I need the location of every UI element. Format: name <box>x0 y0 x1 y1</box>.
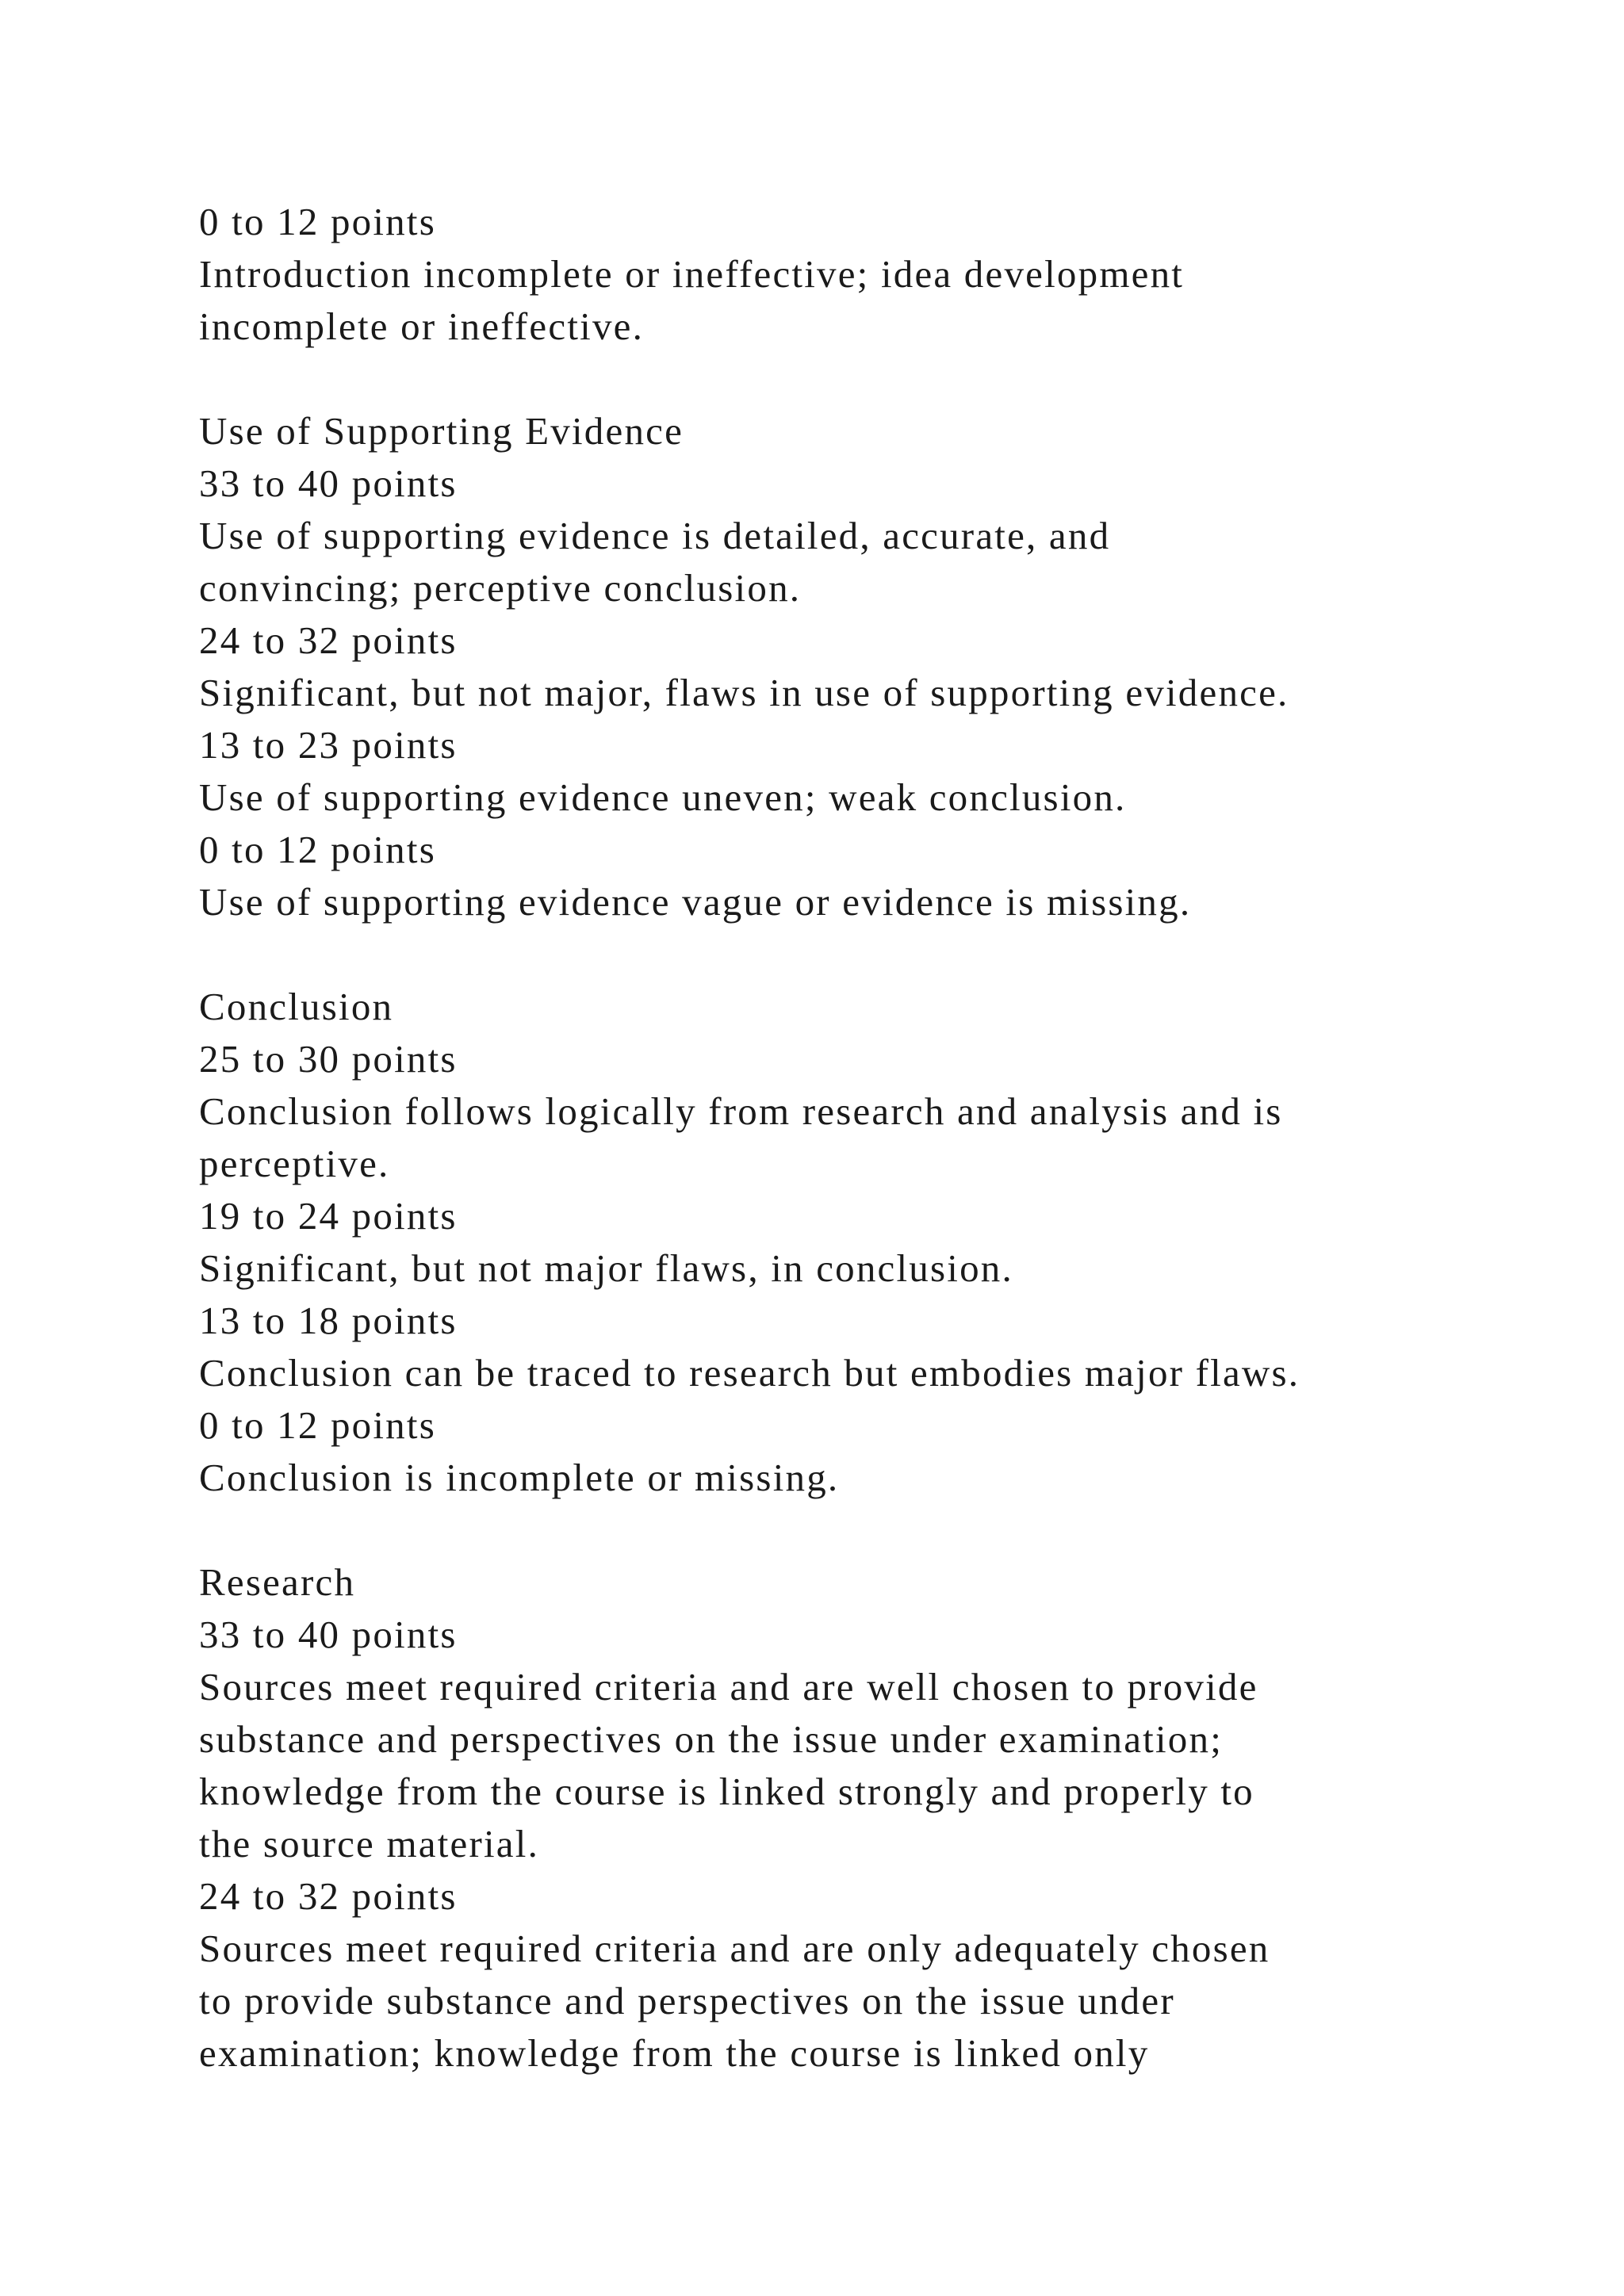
text-line: Sources meet required criteria and are only adequately chosen <box>199 1927 1270 1970</box>
text-line: 33 to 40 points <box>199 461 458 505</box>
text-line: knowledge from the course is linked strongly and properly to <box>199 1770 1254 1813</box>
text-line: 0 to 12 points <box>199 828 436 871</box>
text-line: 13 to 18 points <box>199 1299 458 1342</box>
text-line: Introduction incomplete or ineffective; idea development <box>199 252 1185 296</box>
text-line: substance and perspectives on the issue under examination; <box>199 1717 1224 1761</box>
document-body <box>199 196 1468 2080</box>
blank-line <box>199 353 1468 405</box>
text-line: Use of supporting evidence is detailed, accurate, and <box>199 514 1111 557</box>
text-line: Use of supporting evidence uneven; weak conclusion. <box>199 775 1127 819</box>
text-line: convincing; perceptive conclusion. <box>199 566 802 610</box>
text-line: 13 to 23 points <box>199 723 458 767</box>
text-line: Conclusion can be traced to research but embodies major flaws. <box>199 1351 1300 1395</box>
blank-line <box>199 1504 1468 1556</box>
text-line: Use of supporting evidence vague or evidence is missing. <box>199 880 1192 924</box>
text-line: 0 to 12 points <box>199 1403 436 1447</box>
text-line: 24 to 32 points <box>199 618 458 662</box>
section-heading-supporting-evidence: Use of Supporting Evidence <box>199 409 684 453</box>
text-line: Significant, but not major flaws, in conclusion. <box>199 1246 1013 1290</box>
text-line: 25 to 30 points <box>199 1037 458 1081</box>
section-heading-conclusion: Conclusion <box>199 985 394 1028</box>
text-line: perceptive. <box>199 1142 390 1185</box>
section-heading-research: Research <box>199 1560 356 1604</box>
blank-line <box>199 928 1468 981</box>
text-line: Significant, but not major, flaws in use of supporting evidence. <box>199 671 1289 714</box>
text-line: Conclusion is incomplete or missing. <box>199 1456 840 1499</box>
text-line: 24 to 32 points <box>199 1874 458 1918</box>
text-line: Conclusion follows logically from research and analysis and is <box>199 1089 1283 1133</box>
text-line: 33 to 40 points <box>199 1613 458 1656</box>
text-line: to provide substance and perspectives on the issue under <box>199 1979 1175 2022</box>
text-line: Sources meet required criteria and are well chosen to provide <box>199 1665 1258 1709</box>
text-line: examination; knowledge from the course is linked only <box>199 2031 1150 2075</box>
text-line: the source material. <box>199 1822 540 1866</box>
text-line: incomplete or ineffective. <box>199 304 645 348</box>
text-line: 0 to 12 points <box>199 200 436 243</box>
text-line: 19 to 24 points <box>199 1194 458 1238</box>
